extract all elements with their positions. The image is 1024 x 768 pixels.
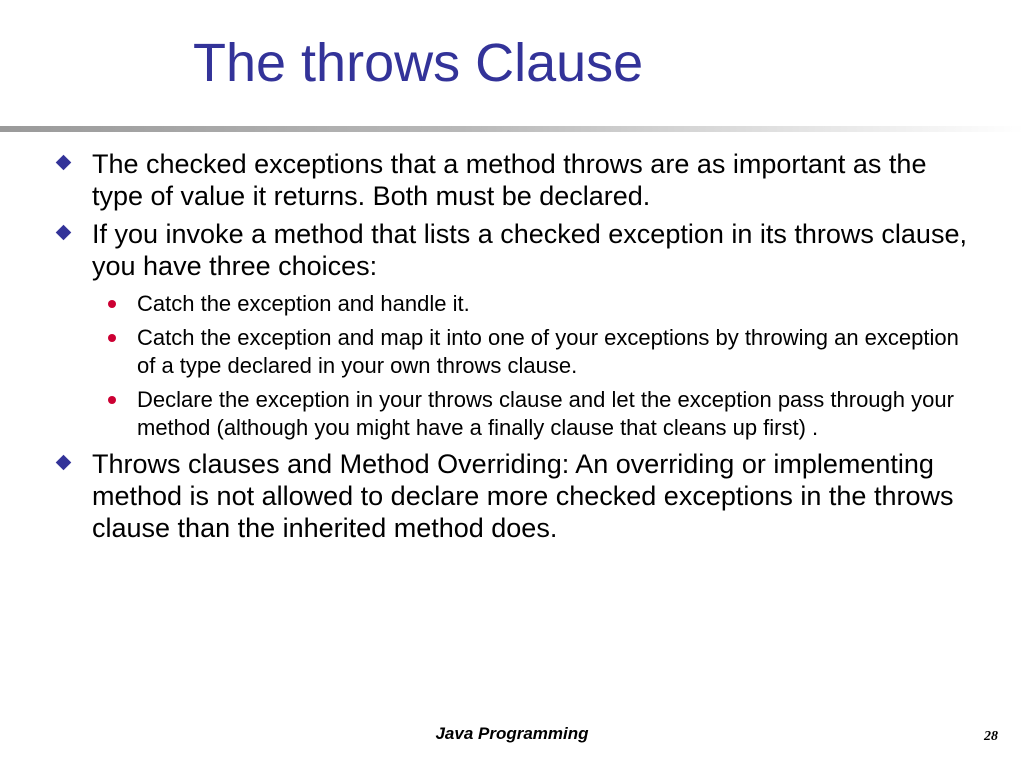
bullet-text: The checked exceptions that a method throws are as important as the type of value it returns. Both must be declared. xyxy=(92,149,927,211)
page-number: 28 xyxy=(984,729,998,744)
sub-bullet-item xyxy=(0,386,1024,442)
bullet-item xyxy=(0,218,1024,282)
bullet-item xyxy=(0,148,1024,212)
sub-bullet-item xyxy=(0,324,1024,380)
title-divider xyxy=(0,126,1024,132)
bullet-item xyxy=(0,448,1024,544)
sub-bullet-text: Catch the exception and handle it. xyxy=(137,291,470,316)
footer-course-title: Java Programming xyxy=(435,724,589,743)
bullet-text: If you invoke a method that lists a checked exception in its throws clause, you have three choices: xyxy=(92,219,967,281)
diamond-bullet-icon xyxy=(56,225,72,241)
dot-bullet-icon xyxy=(108,396,116,404)
sub-bullet-text: Declare the exception in your throws clause and let the exception pass through your method (although you might have a finally clause that cleans up first) . xyxy=(137,387,954,440)
diamond-bullet-icon xyxy=(56,155,72,171)
sub-bullet-item xyxy=(0,290,1024,318)
sub-bullet-text: Catch the exception and map it into one of your exceptions by throwing an exception of a type declared in your own throws clause. xyxy=(137,325,959,378)
dot-bullet-icon xyxy=(108,334,116,342)
diamond-bullet-icon xyxy=(56,455,72,471)
slide-content xyxy=(0,148,1024,550)
slide-title: The throws Clause xyxy=(193,33,644,93)
bullet-text: Throws clauses and Method Overriding: An overriding or implementing method is not allowed to declare more checked exceptions in the throws clause than the inherited method does. xyxy=(92,449,954,543)
sub-bullet-list xyxy=(0,290,1024,442)
dot-bullet-icon xyxy=(108,300,116,308)
